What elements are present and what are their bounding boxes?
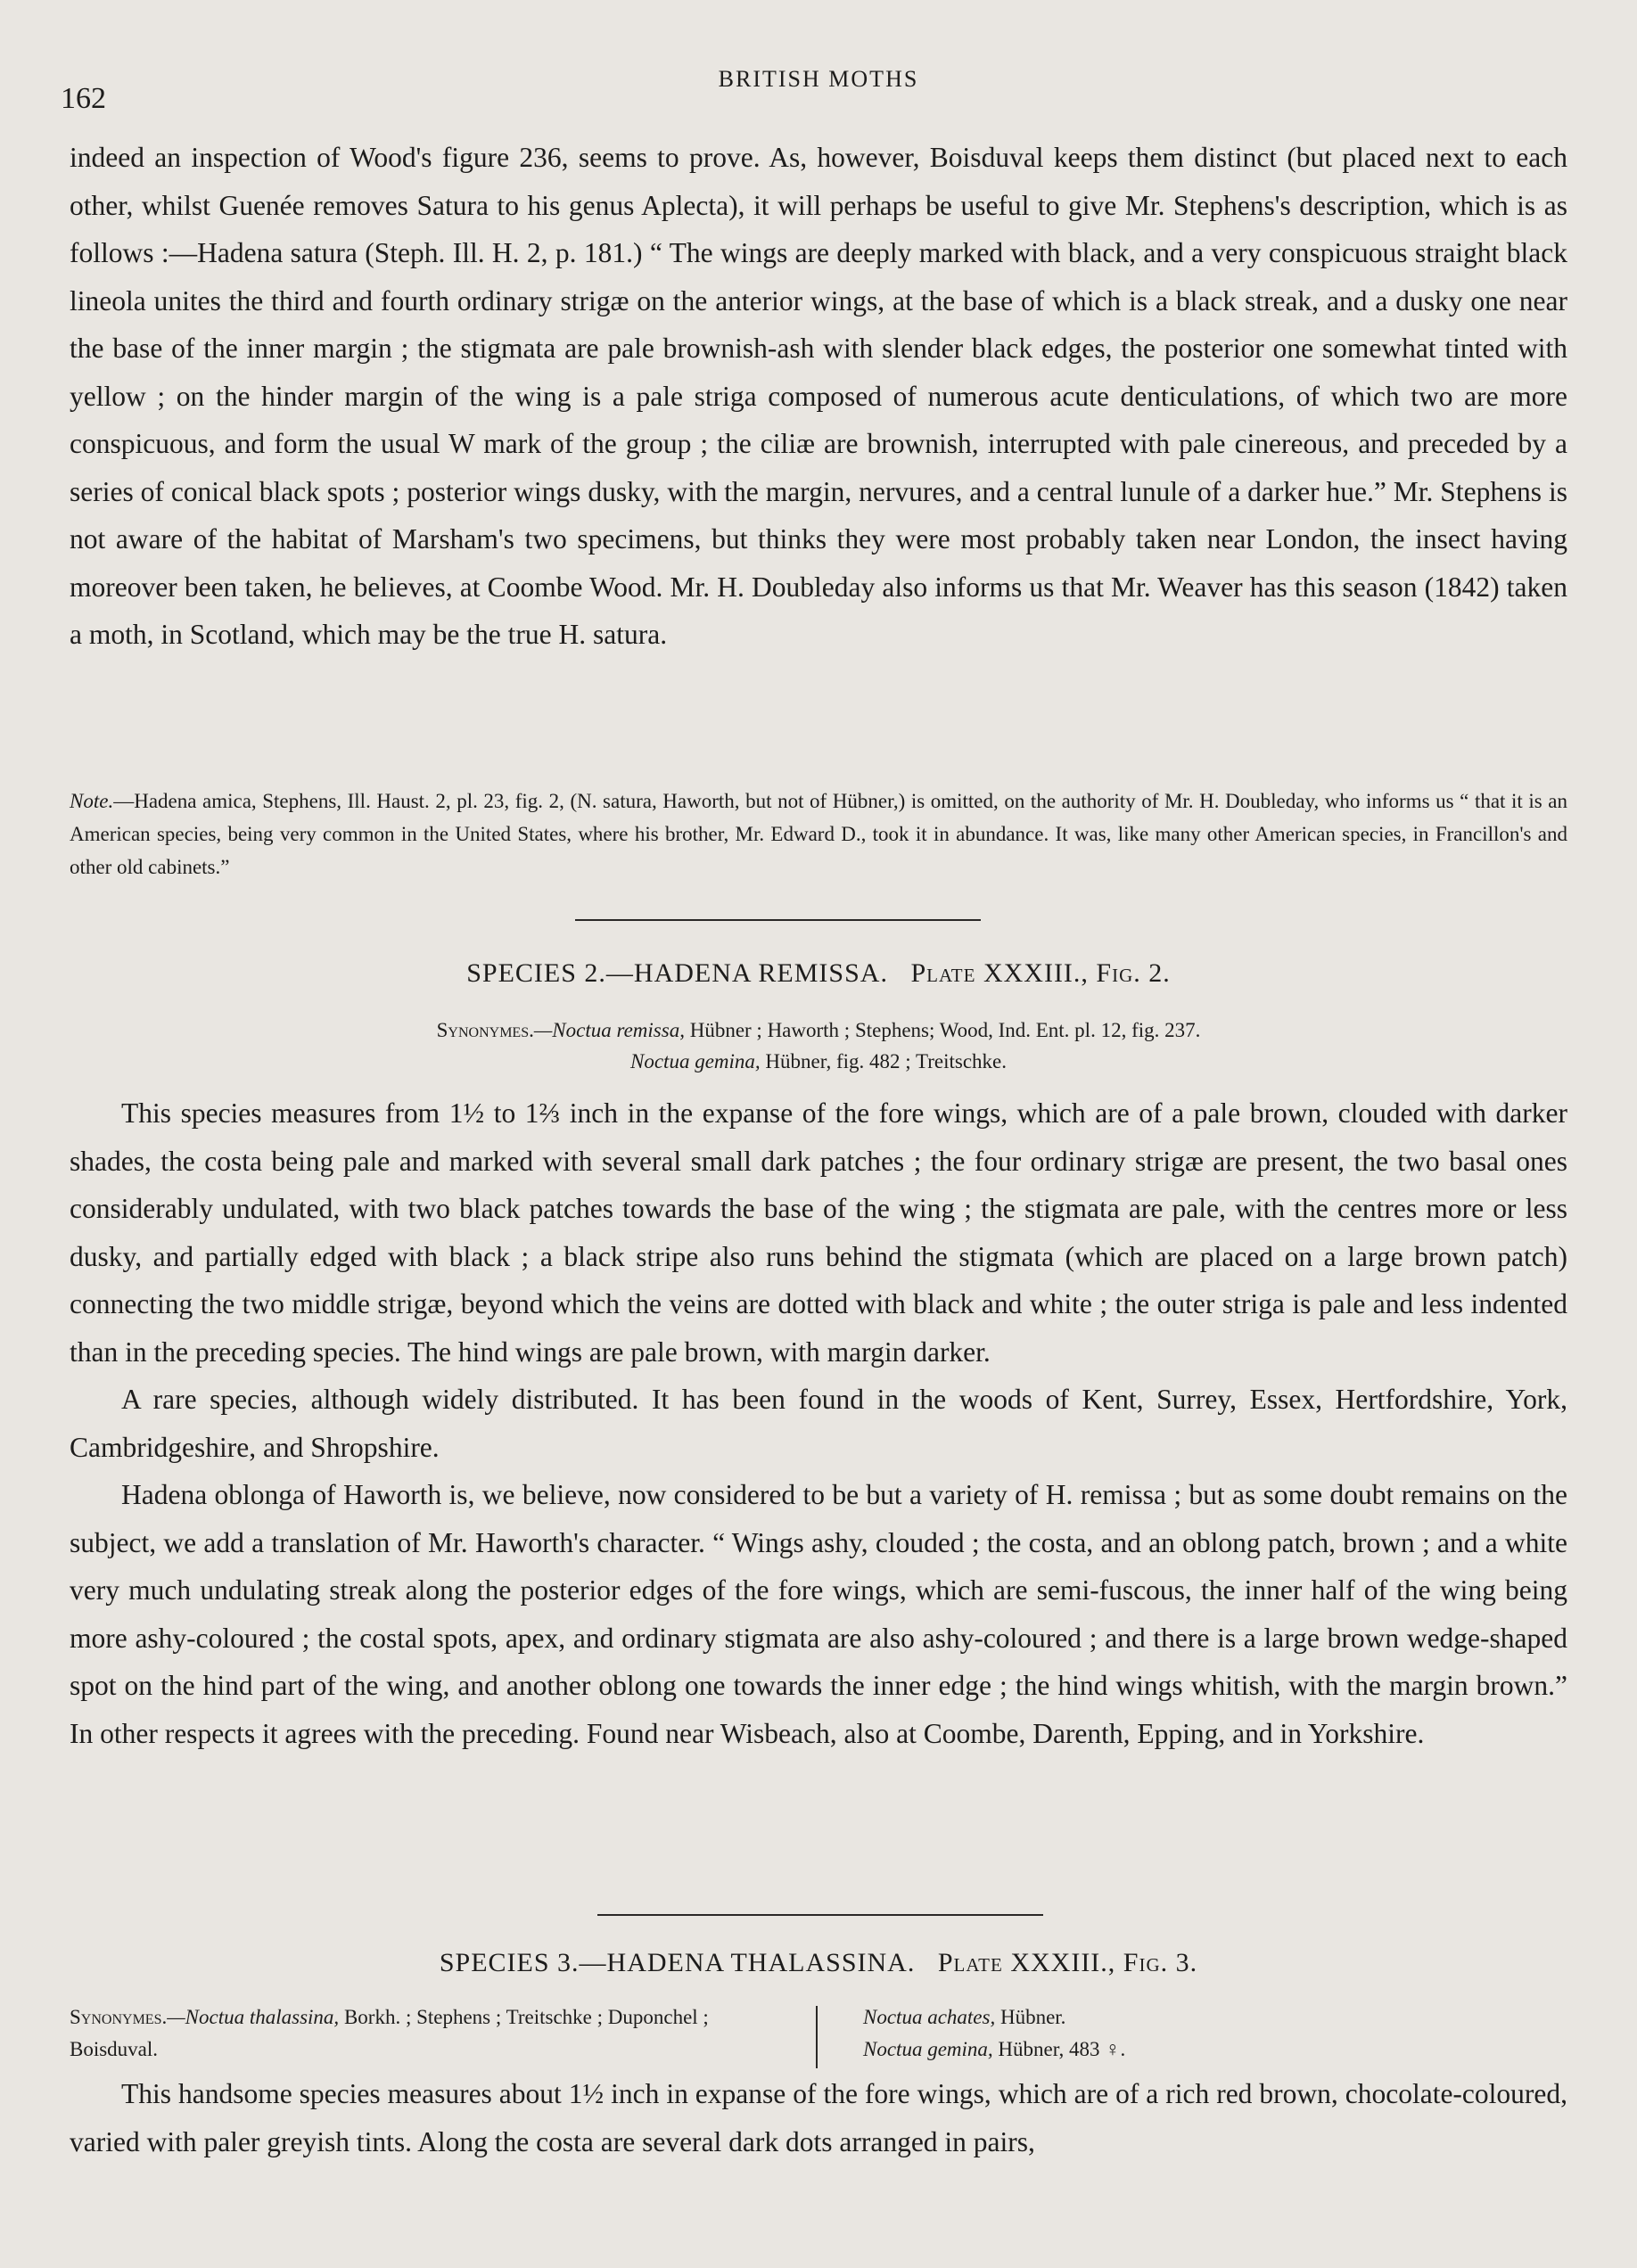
- intro-paragraph: indeed an inspection of Wood's figure 236, seems to prove. As, however, Boisduval keeps them distinct (but placed next to each other, whilst Guenée removes Satura to his genus Aplecta), it will perhaps be useful to give Mr. Stephens's description, which is as follows :—Hadena satura (Steph. Ill. H. 2, p. 181.) “ The wings are deeply marked with black, and a very conspicuous straight black lineola unites the third and fourth ordinary strigæ on the anterior wings, at the base of which is a black streak, and a dusky one near the base of the inner margin ; the stigmata are pale brownish-ash with slender black edges, the posterior one somewhat tinted with yellow ; on the hinder margin of the wing is a pale striga composed of numerous acute denticulations, of which two are more conspicuous, and form the usual W mark of the group ; the ciliæ are brownish, interrupted with pale cinereous, and preceded by a series of conical black spots ; posterior wings dusky, with the margin, nervures, and a central lunule of a darker hue.” Mr. Stephens is not aware of the habitat of Marsham's two specimens, but thinks they were most probably taken near London, the insect having moreover been taken, he believes, at Coombe Wood. Mr. H. Doubleday also informs us that Mr. Weaver has this season (1842) taken a moth, in Scotland, which may be the true H. satura.: [70, 142, 1567, 650]
- species-2-plate: Plate XXXIII., Fig. 2.: [910, 958, 1171, 988]
- synonym-name: —Noctua thalassina,: [167, 2006, 340, 2028]
- paragraph: This handsome species measures about 1½ inch in expanse of the fore wings, which are of a rich red brown, chocolate-coloured, varied with paler greyish tints. Along the costa are several dark dots arranged in pairs,: [70, 2078, 1567, 2157]
- synonyms-label: Synonymes.: [70, 2006, 168, 2028]
- note-label: Note.: [70, 790, 114, 812]
- synonyms-line-1: [863, 2001, 1487, 2034]
- paragraph: Hadena oblonga of Haworth is, we believe, now considered to be but a variety of H. remissa ; but as some doubt remains on the subject, we add a translation of Mr. Haworth's character. “ Wings ashy, clouded ; the costa, and an oblong patch, brown ; and a white very much undulating streak along the posterior edges of the fore wings, which are semi-fuscous, the inner half of the wing being more ashy-coloured ; the costal spots, apex, and ordinary stigmata are also ashy-coloured ; and there is a large brown wedge-shaped spot on the hind part of the wing, and another oblong one towards the inner edge ; the hind wings whitish, with the margin brown.” In other respects it agrees with the preceding. Found near Wisbeach, also at Coombe, Darenth, Epping, and in Yorkshire.: [70, 1479, 1567, 1749]
- species-3-plate: Plate XXXIII., Fig. 3.: [937, 1948, 1198, 1977]
- synonyms-label: Synonymes.: [436, 1019, 534, 1041]
- note-text: —Hadena amica, Stephens, Ill. Haust. 2, pl. 23, fig. 2, (N. satura, Haworth, but not of Hübner,) is omitted, on the authority of Mr. H. Doubleday, who informs us “ that it is an American species, being very common in the United States, where his brother, Mr. Edward D., took it in abundance. It was, like many other American species, in Francillon's and other old cabinets.”: [70, 790, 1567, 878]
- species-3-synonyms-left: [70, 2001, 796, 2066]
- species-2-description: [70, 1089, 1567, 1757]
- page-number: 162: [61, 82, 106, 115]
- synonym-authors: Hübner ; Haworth ; Stephens; Wood, Ind. Ent. pl. 12, fig. 237.: [684, 1019, 1201, 1041]
- species-3-title: SPECIES 3.—HADENA THALASSINA.: [439, 1948, 916, 1977]
- synonym-name: —Noctua remissa,: [533, 1019, 685, 1041]
- paragraph: A rare species, although widely distributed. It has been found in the woods of Kent, Surrey, Essex, Hertfordshire, York, Cambridgeshire, and Shropshire.: [70, 1384, 1567, 1463]
- synonym-name: Noctua gemina,: [630, 1050, 761, 1072]
- species-2-heading: [0, 958, 1637, 989]
- footnote: [70, 785, 1567, 883]
- synonym-authors: Hübner.: [995, 2006, 1066, 2028]
- synonym-authors: Hübner, fig. 482 ; Treitschke.: [760, 1050, 1007, 1072]
- synonyms-line-2: [863, 2034, 1487, 2066]
- synonyms-line-2: [0, 1046, 1637, 1077]
- species-3-description: [70, 2070, 1567, 2165]
- synonyms-divider: [816, 2006, 818, 2068]
- running-title: BRITISH MOTHS: [718, 66, 919, 92]
- synonym-authors: Borkh. ; Stephens ; Treitschke ; Duponchel ; Boisduval.: [70, 2006, 709, 2060]
- species-3-heading: [0, 1948, 1637, 1978]
- species-2-title: SPECIES 2.—HADENA REMISSA.: [466, 958, 888, 988]
- synonym-authors: Hübner, 483 ♀.: [992, 2038, 1126, 2060]
- species-3-synonyms-right: [863, 2001, 1487, 2066]
- synonyms-line-1: [0, 1015, 1637, 1046]
- synonym-name: Noctua achates,: [863, 2006, 996, 2028]
- section-divider: [597, 1914, 1043, 1916]
- species-2-synonyms: [0, 1015, 1637, 1077]
- paragraph: This species measures from 1½ to 1⅔ inch in the expanse of the fore wings, which are of a pale brown, clouded with darker shades, the costa being pale and marked with several small dark patches ; the four ordinary strigæ are present, the two basal ones considerably undulated, with two black patches towards the base of the wing ; the stigmata are pale, with the centres more or less dusky, and partially edged with black ; a black stripe also runs behind the stigmata (which are placed on a large brown patch) connecting the two middle strigæ, beyond which the veins are dotted with black and white ; the outer striga is pale and less indented than in the preceding species. The hind wings are pale brown, with margin darker.: [70, 1097, 1567, 1368]
- synonym-name: Noctua gemina,: [863, 2038, 993, 2060]
- section-divider: [575, 919, 981, 921]
